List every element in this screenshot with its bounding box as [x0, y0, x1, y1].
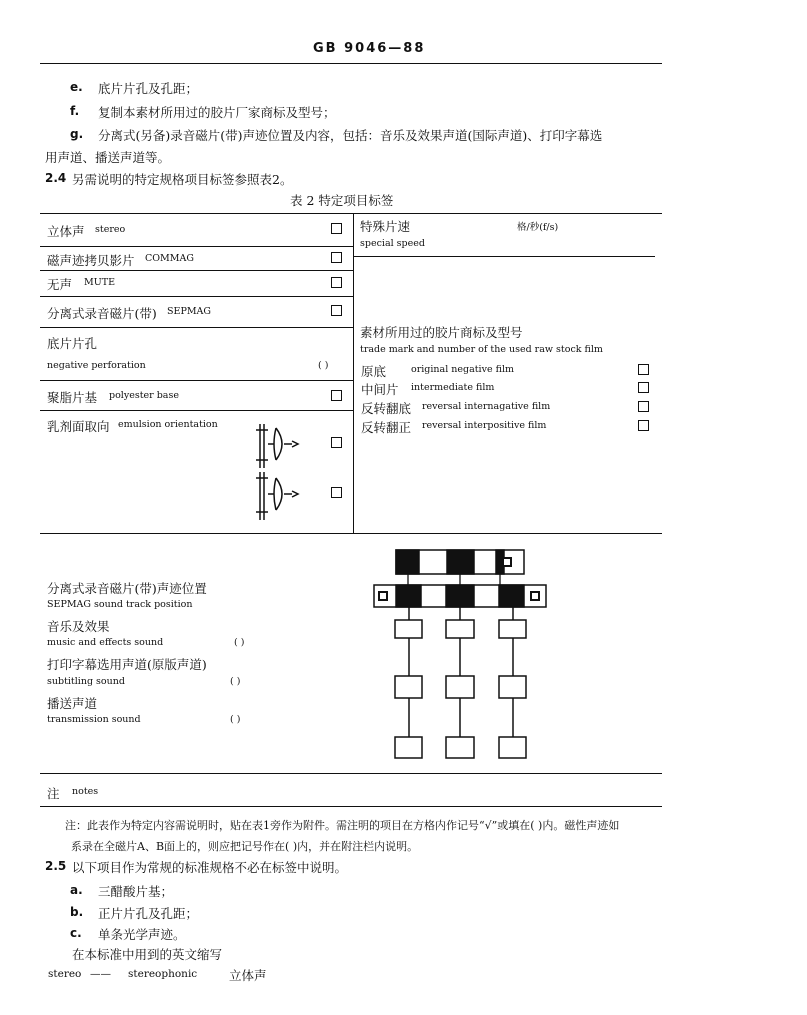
- sepmag-track-diagram: [372, 548, 552, 763]
- item-f-text: 复制本素材所用过的胶片厂家商标及型号；: [98, 105, 336, 120]
- film-type-en-intermediate: intermediate film: [411, 382, 495, 393]
- item-a-label: a.: [70, 883, 83, 897]
- emulsion-zh: 乳剂面取向: [47, 419, 110, 434]
- film-strip-lower: [374, 585, 546, 607]
- header-rule: [40, 63, 662, 64]
- film-type-checkbox-internegative[interactable]: [638, 401, 649, 412]
- table-rule: [40, 270, 353, 271]
- film-type-zh-internegative: 反转翻底: [361, 401, 412, 416]
- abbreviation-dash: ——: [90, 968, 111, 980]
- section-2-5-number: 2.5: [45, 859, 67, 873]
- item-g-label: g.: [70, 127, 84, 141]
- trademark-zh: 素材所用过的胶片商标及型号: [360, 325, 523, 340]
- film-type-en-interpositive: reversal interpositive film: [422, 420, 547, 431]
- table-title: 表 2 特定项目标签: [290, 193, 394, 208]
- notes-zh: 注: [47, 786, 60, 801]
- footnote-line-1: 注：此表作为特定内容需说明时，贴在表1旁作为附件。需注明的项目在方格内作记号“√”或填在( )内。磁性声迹如: [65, 819, 620, 832]
- film-type-zh-interpositive: 反转翻正: [361, 420, 412, 435]
- film-type-checkbox-intermediate[interactable]: [638, 382, 649, 393]
- sepmag-row-paren-subtitling[interactable]: ( ): [230, 676, 241, 687]
- sepmag-en: SEPMAG: [167, 306, 212, 317]
- emulsion-orientation-diagram: [248, 420, 318, 525]
- sepmag-row-zh-music: 音乐及效果: [47, 619, 110, 634]
- item-f-label: f.: [70, 104, 80, 118]
- sepmag-position-en: SEPMAG sound track position: [47, 599, 193, 610]
- item-b-label: b.: [70, 905, 84, 919]
- table-bottom-rule: [40, 806, 662, 807]
- sepmag-zh: 分离式录音磁片(带): [47, 306, 157, 321]
- sepmag-row-zh-transmission: 播送声道: [47, 696, 98, 711]
- sepmag-row-zh-subtitling: 打印字幕选用声道(原版声道): [47, 657, 207, 672]
- commag-zh: 磁声迹拷贝影片: [47, 253, 135, 268]
- abbreviation-full: stereophonic: [128, 968, 198, 980]
- stereo-zh: 立体声: [47, 224, 85, 239]
- footnote-line-2: 系录在全磁片A、B面上的，则应把记号作在( )内，并在附注栏内说明。: [71, 840, 419, 853]
- film-strip-upper: [396, 550, 524, 574]
- section-2-4-number: 2.4: [45, 171, 67, 185]
- special-speed-unit: 格/秒(f/s): [517, 222, 559, 233]
- commag-checkbox[interactable]: [331, 252, 342, 263]
- track-chain-left: [395, 607, 422, 758]
- film-lens-icon-top: [256, 424, 298, 468]
- film-type-checkbox-interpositive[interactable]: [638, 420, 649, 431]
- sepmag-row-en-transmission: transmission sound: [47, 714, 141, 725]
- film-type-zh-original: 原底: [361, 364, 387, 379]
- film-type-checkbox-original[interactable]: [638, 364, 649, 375]
- polyester-en: polyester base: [109, 390, 179, 401]
- sepmag-row-en-music: music and effects sound: [47, 637, 164, 648]
- stereo-checkbox[interactable]: [331, 223, 342, 234]
- item-g-continued: 用声道、播送声道等。: [45, 150, 171, 165]
- film-type-zh-intermediate: 中间片: [361, 382, 399, 397]
- sepmag-position-zh: 分离式录音磁片(带)声迹位置: [47, 581, 207, 596]
- table-rule: [40, 410, 353, 411]
- table-rule: [40, 296, 353, 297]
- commag-en: COMMAG: [145, 253, 194, 264]
- table-center-divider: [353, 213, 354, 533]
- emulsion-checkbox-top[interactable]: [331, 437, 342, 448]
- film-type-en-original: original negative film: [411, 364, 514, 375]
- polyester-checkbox[interactable]: [331, 390, 342, 401]
- perforation-en: negative perforation: [47, 360, 146, 371]
- special-speed-en: special speed: [360, 238, 425, 249]
- trademark-en: trade mark and number of the used raw stock film: [360, 344, 603, 355]
- page-header: GB 9046—88: [313, 41, 426, 56]
- emulsion-en: emulsion orientation: [118, 419, 218, 430]
- table-rule: [353, 256, 655, 257]
- item-g-text: 分离式(另备)录音磁片(带)声迹位置及内容，包括：音乐及效果声道(国际声道)、打印字幕选: [98, 128, 603, 143]
- item-a-text: 三醋酸片基；: [98, 884, 174, 899]
- table-rule: [40, 327, 353, 328]
- film-lens-icon-bottom: [256, 472, 298, 520]
- abbreviation-zh: 立体声: [229, 968, 267, 983]
- perforation-zh: 底片片孔: [47, 336, 98, 351]
- sepmag-row-paren-music[interactable]: ( ): [234, 637, 245, 648]
- section-2-5-text: 以下项目作为常规的标准规格不必在标签中说明。: [72, 860, 348, 875]
- table-rule: [40, 380, 353, 381]
- mute-zh: 无声: [47, 277, 73, 292]
- mute-en: MUTE: [84, 277, 116, 288]
- abbreviation-heading: 在本标准中用到的英文缩写: [72, 947, 223, 962]
- perforation-parentheses[interactable]: ( ): [318, 360, 329, 371]
- item-e-label: e.: [70, 80, 83, 94]
- special-speed-zh: 特殊片速: [360, 219, 411, 234]
- sepmag-row-en-subtitling: subtitling sound: [47, 676, 125, 687]
- table-notes-rule: [40, 773, 662, 774]
- mute-checkbox[interactable]: [331, 277, 342, 288]
- item-b-text: 正片片孔及孔距；: [98, 906, 199, 921]
- stereo-en: stereo: [95, 224, 126, 235]
- emulsion-checkbox-bottom[interactable]: [331, 487, 342, 498]
- item-c-text: 单条光学声迹。: [98, 927, 186, 942]
- item-c-label: c.: [70, 926, 82, 940]
- table-mid-rule: [40, 533, 662, 534]
- notes-en: notes: [72, 786, 99, 797]
- sepmag-checkbox[interactable]: [331, 305, 342, 316]
- polyester-zh: 聚脂片基: [47, 390, 98, 405]
- table-rule: [40, 246, 353, 247]
- section-2-4-text: 另需说明的特定规格项目标签参照表2。: [72, 172, 293, 187]
- item-e-text: 底片片孔及孔距；: [98, 81, 199, 96]
- table-top-rule: [40, 213, 662, 214]
- film-type-en-internegative: reversal internagative film: [422, 401, 551, 412]
- sepmag-row-paren-transmission[interactable]: ( ): [230, 714, 241, 725]
- track-chain-right: [499, 607, 526, 758]
- abbreviation-term: stereo: [48, 968, 82, 980]
- track-chain-middle: [446, 607, 474, 758]
